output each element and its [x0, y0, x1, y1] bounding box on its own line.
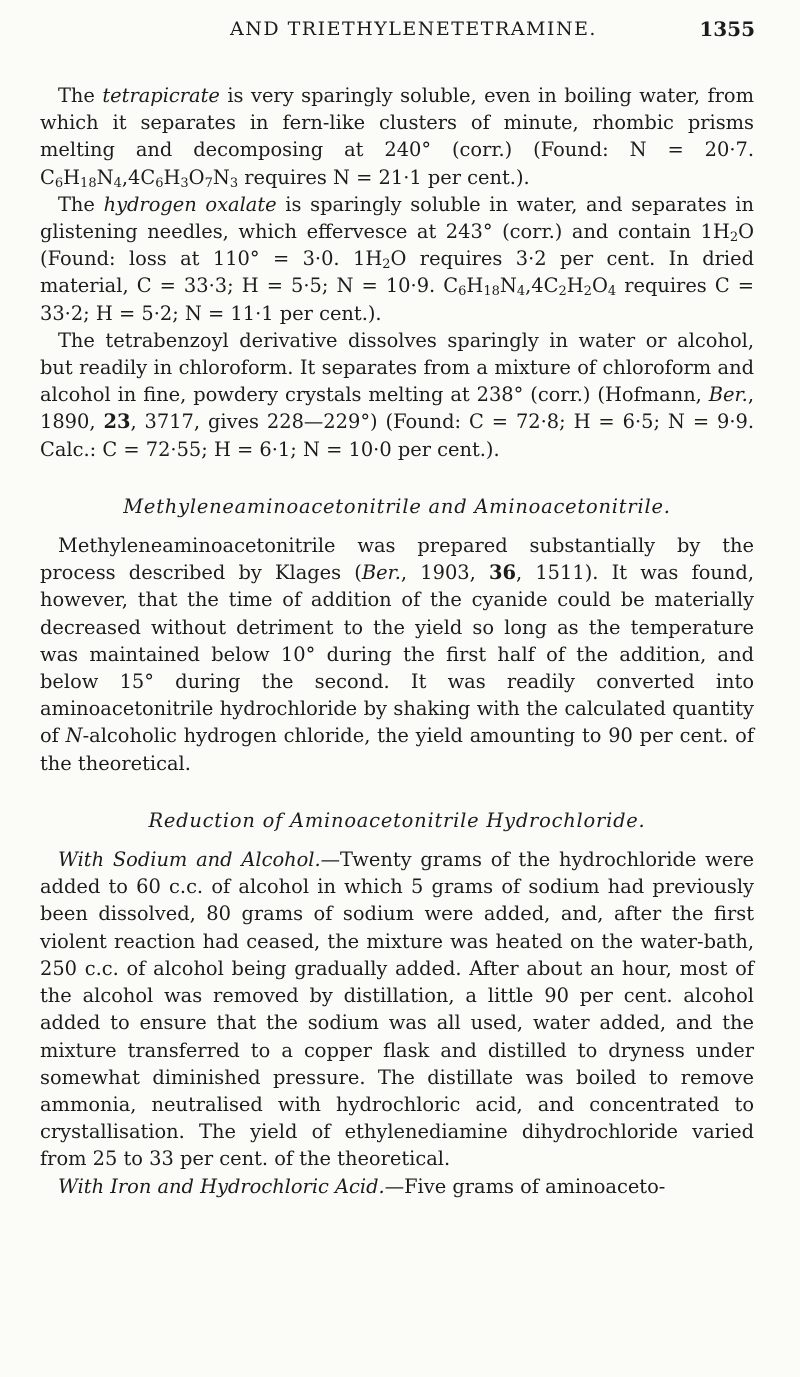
paragraph-iron-hydrochloric: With Iron and Hydrochloric Acid.—Five grams of aminoaceto-	[58, 1174, 666, 1198]
subheading-sodium-alcohol: With Sodium and Alcohol.	[58, 848, 321, 872]
term-tetrapicrate: tetrapicrate	[102, 84, 220, 107]
normality-symbol: N	[65, 724, 83, 748]
paragraph-tetrapicrate: The tetrapicrate is very sparingly soluble, even in boiling water, from which it separates in fern-like clusters of minute, rhombic prisms melting and decomposing at 240° (corr.) (Found: N = 20·7. $C_6H_{18}N_4,4C_6H_3O_7N_3$ requires N = 21·1 per cent.).	[40, 84, 754, 191]
reference-volume: 23	[103, 410, 131, 434]
section-title-reduction: Reduction of Aminoacetonitrile Hydrochloride.	[148, 808, 646, 832]
paragraph-hydrogen-oxalate: The hydrogen oxalate is sparingly soluble in water, and separates in glistening needles, which effervesce at 243° (corr.) and contain $1H_2O$ (Found: loss at 110° = 3·0. $1H_2O$ requires 3·2 per cent. In dried material, C = 33·3; H = 5·5; N = 10·9. $C_6H_{18}N_4,4C_2H_2O_4$ requires C = 33·2; H = 5·2; N = 11·1 per cent.).	[40, 192, 754, 325]
page-number: 1355	[699, 17, 755, 41]
page-header	[0, 16, 755, 46]
formula: $C_6H_{18}N_4,4C_6H_3O_7N_3$	[40, 165, 239, 191]
running-title: AND TRIETHYLENETETRAMINE.	[230, 18, 597, 40]
section-title-methyleneaminoacetonitrile: Methyleneaminoacetonitrile and Aminoacetonitrile.	[123, 494, 671, 518]
subheading-iron-hydrochloric: With Iron and Hydrochloric Acid.	[58, 1174, 385, 1198]
paragraph-sodium-alcohol: With Sodium and Alcohol.—Twenty grams of the hydrochloride were added to 60 c.c. of alcohol in which 5 grams of sodium had previously been dissolved, 80 grams of sodium were added, and, after the first violent reaction had ceased, the mixture was heated on the water-bath, 250 c.c. of alcohol being gradually added. After about an hour, most of the alcohol was removed by distillation, a little 90 per cent. alcohol added to ensure that the sodium was all used, water added, and the mixture transferred to a copper flask and distilled to dryness under somewhat diminished pressure. The distillate was boiled to remove ammonia, neutralised with hydrochloric acid, and concentrated to crystallisation. The yield of ethylenediamine dihydrochloride varied from 25 to 33 per cent. of the theoretical.	[40, 848, 754, 1171]
paragraph-tetrabenzoyl: The tetrabenzoyl derivative dissolves sparingly in water or alcohol, but readily in chloroform. It separates from a mixture of chloroform and alcohol in fine, powdery crystals melting at 238° (corr.) (Hofmann, Ber., 1890, 23, 3717, gives 228—229°) (Found: C = 72·8; H = 6·5; N = 9·9. Calc.: C = 72·55; H = 6·1; N = 10·0 per cent.).	[40, 328, 754, 461]
reference-volume: 36	[489, 561, 516, 585]
page-body	[40, 82, 754, 1200]
reference-journal: Ber.	[708, 383, 748, 407]
reference-journal: Ber.	[361, 561, 401, 585]
paragraph-methyleneaminoacetonitrile: Methyleneaminoacetonitrile was prepared substantially by the process described by Klages (Ber., 1903, 36, 1511). It was found, however, that the time of addition of the cyanide could be materially decreased without detriment to the yield so long as the temperature was maintained below 10° during the first half of the addition, and below 15° during the second. It was readily converted into aminoacetonitrile hydrochloride by shaking with the calculated quantity of N-alcoholic hydrogen chloride, the yield amounting to 90 per cent. of the theoretical.	[40, 534, 755, 775]
term-hydrogen-oxalate: hydrogen oxalate	[103, 192, 277, 216]
